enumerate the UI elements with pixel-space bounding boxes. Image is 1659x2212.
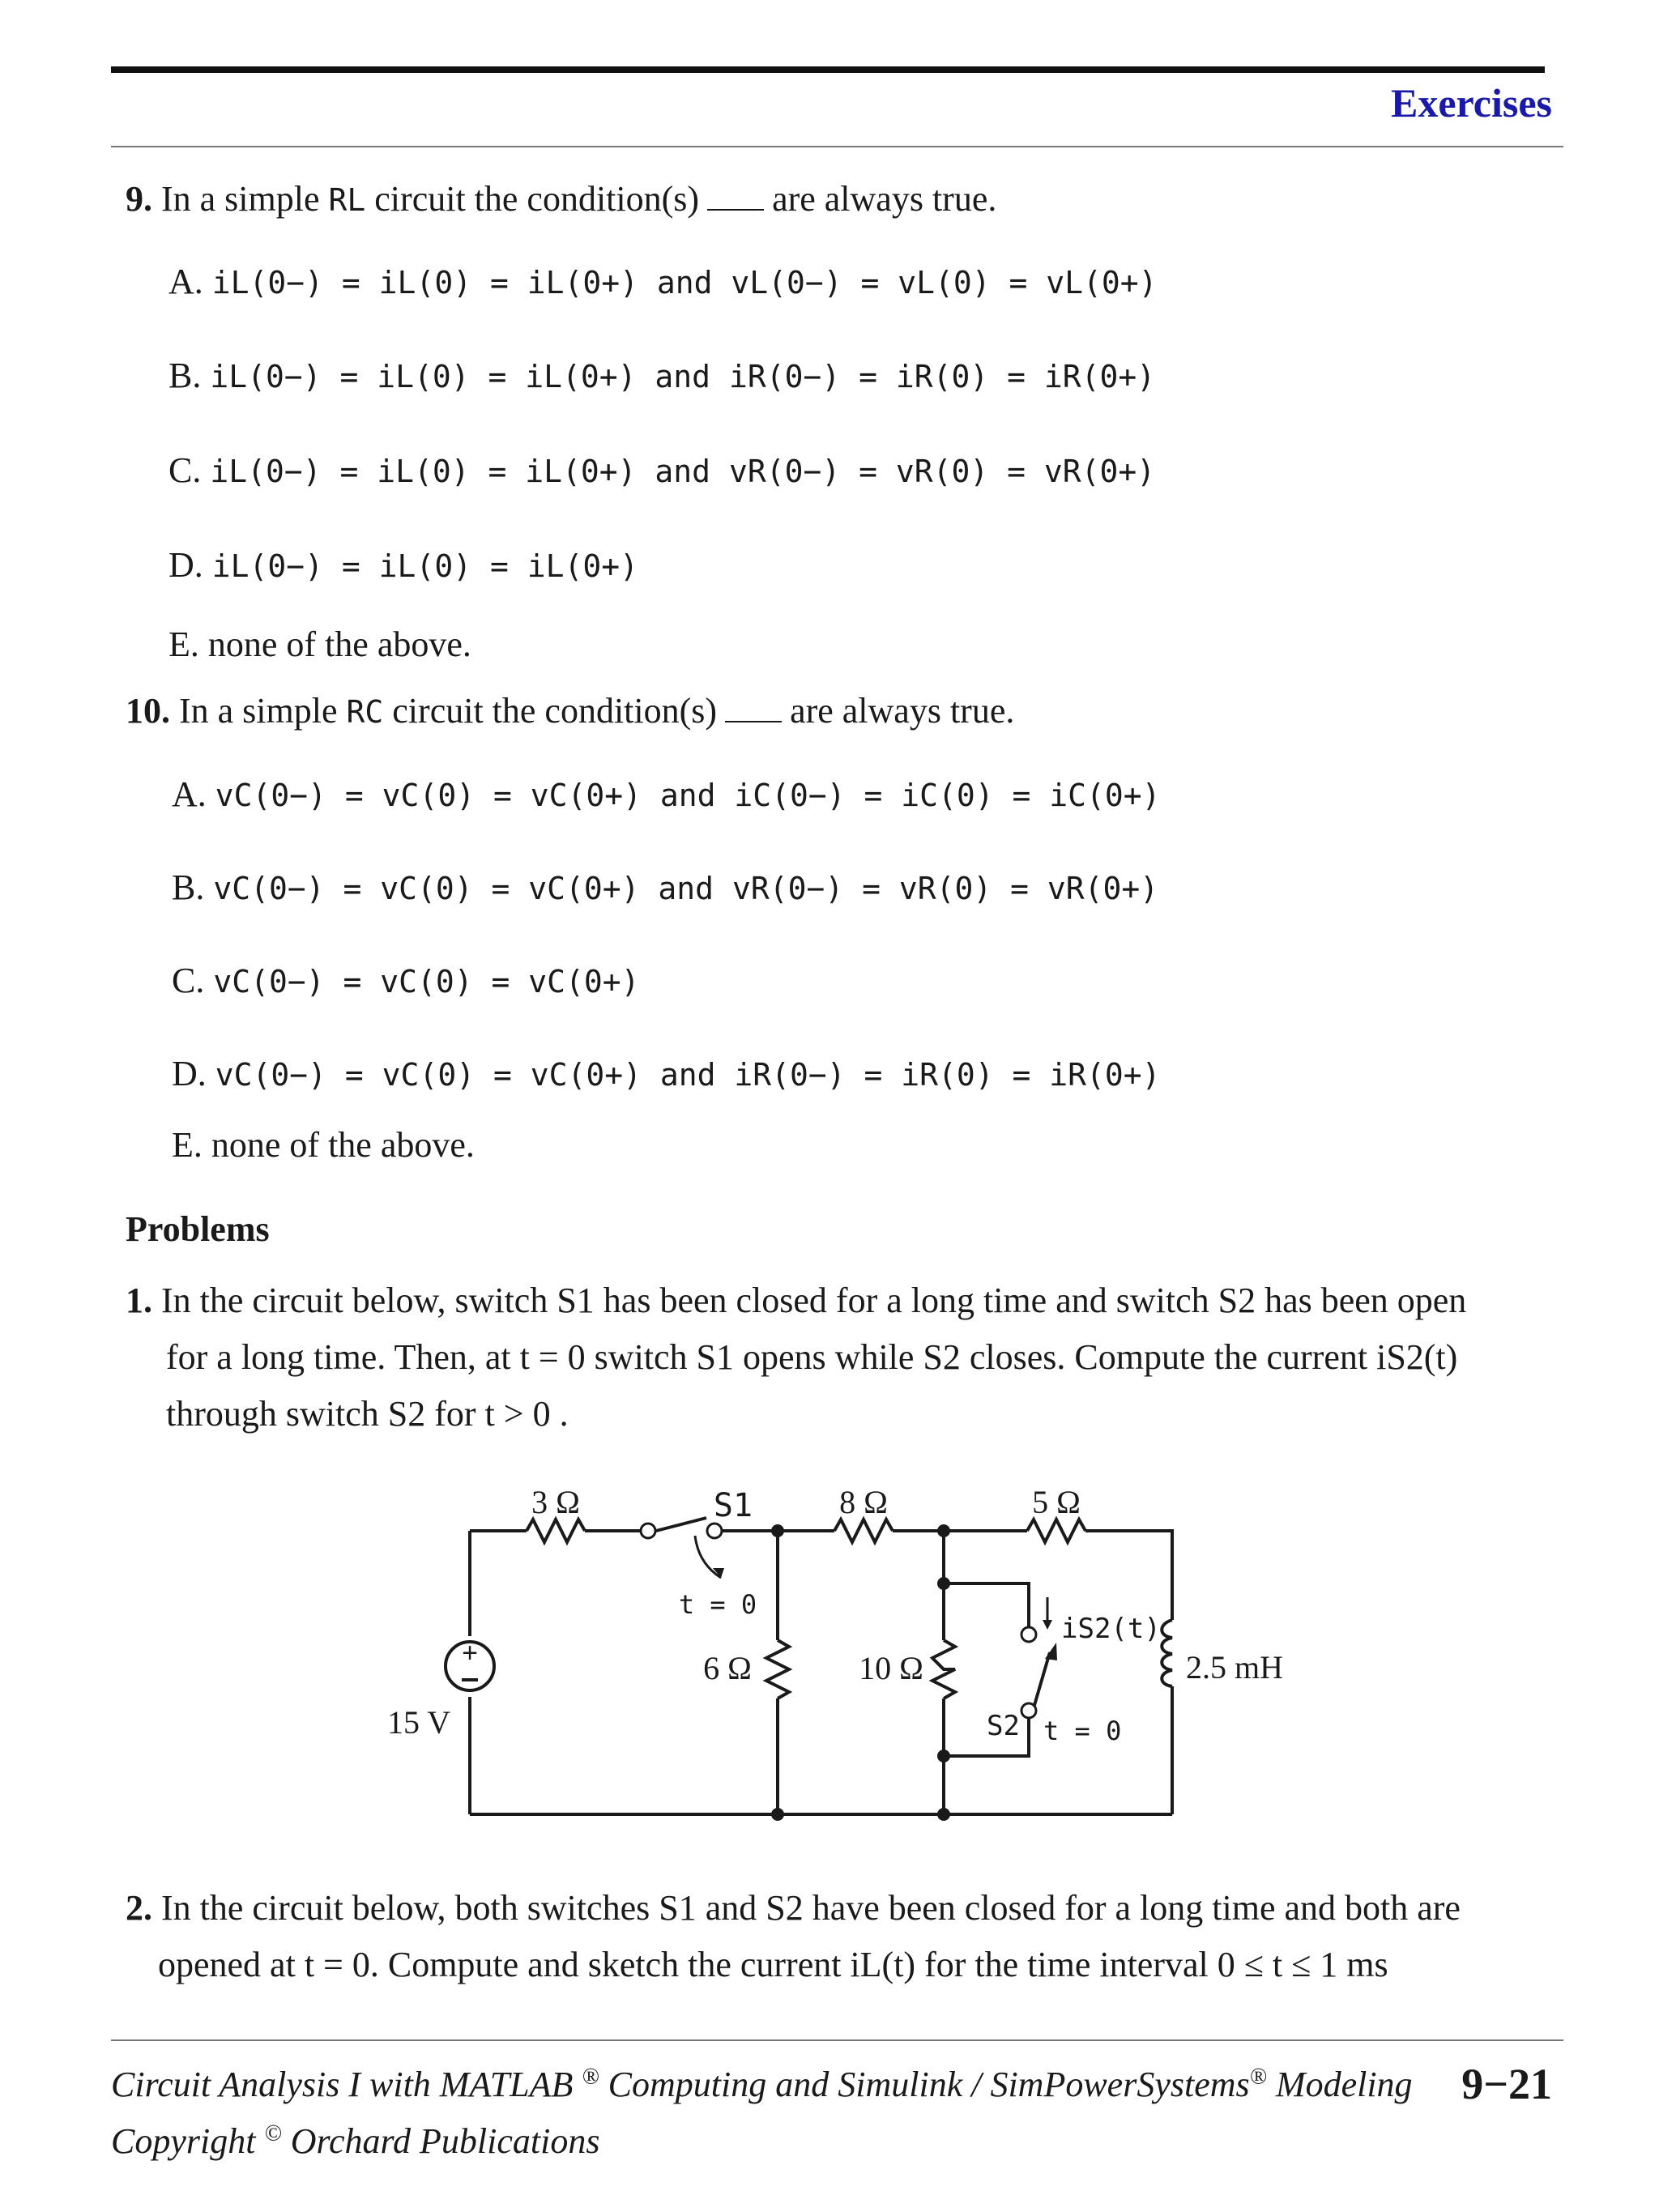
option-letter: D. — [172, 1054, 207, 1093]
option-letter: C. — [172, 961, 205, 1000]
registered-mark: ® — [1249, 2064, 1267, 2090]
label-source: 15 V — [387, 1704, 451, 1741]
is2-arrowhead — [1043, 1620, 1052, 1630]
label-s2: S2 — [987, 1710, 1020, 1742]
label-t0-s2: t = 0 — [1043, 1715, 1122, 1746]
switch-s1-blade — [656, 1518, 706, 1531]
option-letter: B. — [172, 867, 205, 907]
problem-2-text-1: In the circuit below, both switches S1 and S2 have been closed for a long time and both are — [161, 1888, 1461, 1928]
label-r4: 6 Ω — [703, 1650, 752, 1686]
switch-s2-blade — [1033, 1652, 1050, 1711]
node-top-1 — [771, 1524, 784, 1537]
option-letter: C. — [168, 450, 202, 490]
resistor-10ohm — [932, 1640, 955, 1698]
footer-book-title — [111, 2064, 1413, 2105]
node-top-2 — [937, 1524, 950, 1537]
source-plus-sign: + — [462, 1638, 478, 1669]
problem-1-text-1: In the circuit below, switch S1 has been closed for a long time and switch S2 has been open — [161, 1281, 1467, 1320]
publisher-name: Orchard Publications — [290, 2121, 600, 2161]
option-text: iL(0−) = iL(0) = iL(0+) and vR(0−) = vR(0) = vR(0+) — [210, 454, 1156, 489]
problem-2-line-2: opened at t = 0. Compute and sketch the current iL(t) for the time interval 0 ≤ t ≤ 1 ms — [158, 1945, 1388, 1984]
option-letter: A. — [172, 774, 207, 814]
s2-contact-top — [1021, 1627, 1036, 1642]
exercise-9-term: RL — [328, 182, 366, 218]
label-r3: 5 Ω — [1032, 1484, 1081, 1520]
section-title: Exercises — [1390, 80, 1552, 126]
footer-title-part-a: Circuit Analysis I with MATLAB — [111, 2065, 574, 2104]
copyright-label: Copyright — [111, 2121, 256, 2161]
exercise-9-stem-end: are always true. — [772, 179, 997, 219]
option-letter: A. — [168, 262, 203, 301]
problem-1-line-2: for a long time. Then, at t = 0 switch S1 opens while S2 closes. Compute the current iS2(t) — [166, 1337, 1458, 1377]
option-text: iL(0−) = iL(0) = iL(0+) and iR(0−) = iR(0) = iR(0+) — [210, 359, 1156, 394]
option-text: vC(0−) = vC(0) = vC(0+) and iC(0−) = iC(0) = iC(0+) — [215, 778, 1161, 813]
option-text: none of the above. — [207, 624, 471, 664]
registered-mark: ® — [582, 2064, 599, 2090]
footer-rule — [111, 2039, 1563, 2041]
exercise-9-number: 9. — [126, 179, 152, 219]
problem-1-line-3: through switch S2 for t > 0 . — [166, 1394, 569, 1434]
exercise-10-stem-end: are always true. — [790, 691, 1015, 731]
node-s2-top — [937, 1577, 950, 1590]
wire-top-right — [1085, 1531, 1172, 1620]
exercise-10-stem-after: circuit the condition(s) — [392, 691, 718, 731]
option-text: vC(0−) = vC(0) = vC(0+) and iR(0−) = iR(0) = iR(0+) — [215, 1057, 1161, 1093]
resistor-6ohm — [766, 1640, 789, 1698]
footer-title-part-c: Modeling — [1275, 2065, 1413, 2104]
exercise-10-stem-before: In a simple — [179, 691, 338, 731]
problems-heading: Problems — [126, 1209, 270, 1249]
problem-2-line-1 — [126, 1887, 1461, 1929]
option-text: vC(0−) = vC(0) = vC(0+) and vR(0−) = vR(0) = vR(0+) — [213, 871, 1159, 906]
problem-1-number: 1. — [126, 1281, 152, 1320]
wire-s2-top — [944, 1583, 1029, 1628]
label-inductor: 2.5 mH — [1186, 1649, 1283, 1686]
label-is2: iS2(t) — [1061, 1613, 1161, 1645]
copyright-symbol: © — [264, 2120, 282, 2146]
label-r1: 3 Ω — [531, 1484, 580, 1520]
label-r5: 10 Ω — [859, 1650, 923, 1686]
s1-contact-right — [707, 1524, 722, 1538]
inductor-2-5mH — [1162, 1620, 1172, 1686]
s2-contact-bottom — [1021, 1703, 1036, 1718]
option-letter: E. — [172, 1125, 203, 1165]
option-letter: E. — [168, 624, 199, 664]
option-letter: B. — [168, 356, 202, 395]
footer-title-part-b: Computing and Simulink / SimPowerSystems — [608, 2065, 1250, 2104]
s1-contact-left — [641, 1524, 655, 1538]
node-s2-bottom — [937, 1750, 950, 1762]
exercise-10-number: 10. — [126, 691, 170, 731]
exercise-10-term: RC — [346, 694, 384, 730]
page-number: 9−21 — [1461, 2060, 1552, 2108]
resistor-8ohm — [834, 1519, 893, 1542]
option-text: iL(0−) = iL(0) = iL(0+) — [211, 548, 638, 584]
exercise-9-stem-after: circuit the condition(s) — [374, 179, 700, 219]
node-bottom-2 — [937, 1808, 950, 1821]
label-s1: S1 — [713, 1487, 753, 1524]
node-bottom-1 — [771, 1808, 784, 1821]
problem-2-number: 2. — [126, 1888, 152, 1928]
option-text: none of the above. — [211, 1125, 475, 1165]
resistor-3ohm — [527, 1519, 585, 1542]
option-text: iL(0−) = iL(0) = iL(0+) and vL(0−) = vL(0) = vL(0+) — [211, 265, 1158, 300]
footer-copyright — [111, 2120, 599, 2162]
option-letter: D. — [168, 545, 203, 585]
s2-arrowhead — [1045, 1643, 1057, 1660]
exercise-9-stem-before: In a simple — [161, 179, 320, 219]
label-t0-s1: t = 0 — [678, 1589, 757, 1620]
label-r2: 8 Ω — [839, 1484, 888, 1520]
option-text: vC(0−) = vC(0) = vC(0+) — [213, 964, 640, 999]
resistor-5ohm — [1027, 1519, 1085, 1542]
